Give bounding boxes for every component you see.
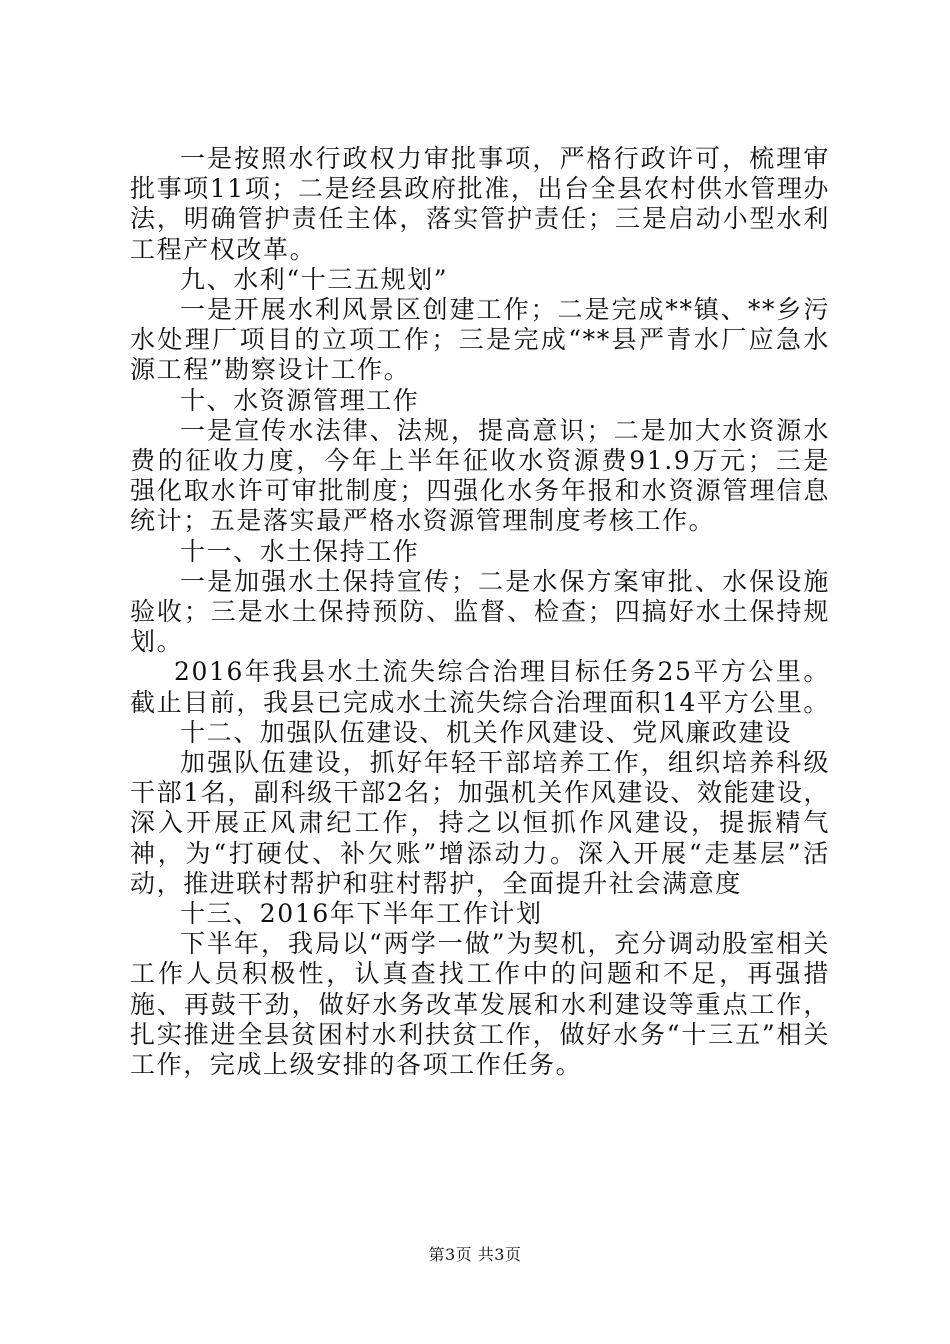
heading-section-12: 十二、加强队伍建设、机关作风建设、党风廉政建设 (180, 717, 792, 747)
heading-section-11: 十一、水土保持工作 (180, 536, 420, 566)
paragraph-section-10: 一是宣传水法律、法规，提高意识；二是加大水资源水费的征收力度，今年上半年征收水资源费91.9万元；三是强化取水许可审批制度；四强化水务年报和水资源管理信息统计；五是落实最严格水资源管理制度考核工作。 (130, 415, 830, 536)
heading-section-9: 九、水利“十三五规划” (180, 264, 449, 294)
heading-section-10: 十、水资源管理工作 (180, 385, 420, 415)
page-indicator: 第3页 共3页 (428, 1245, 522, 1264)
paragraph-approval-items: 一是按照水行政权力审批事项，严格行政许可，梳理审批事项11项；二是经县政府批准，出台全县农村供水管理办法，明确管护责任主体，落实管护责任；三是启动小型水利工程产权改革。 (130, 144, 831, 264)
page-footer (0, 1245, 950, 1265)
paragraph-section-11: 一是加强水土保持宣传；二是水保方案审批、水保设施验收；三是水土保持预防、监督、检查；四搞好水土保持规划。 (130, 566, 830, 657)
paragraph-section-12: 加强队伍建设，抓好年轻干部培养工作，组织培养科级干部1名，副科级干部2名；加强机关作风建设、效能建设，深入开展正风肃纪工作，持之以恒抓作风建设，提振精气神，为“打硬仗、补欠账”增添动力。深入开展“走基层”活动，推进联村帮护和驻村帮护，全面提升社会满意度 (130, 748, 831, 898)
document-body (130, 144, 830, 1080)
heading-section-13: 十三、2016年下半年工作计划 (180, 899, 543, 929)
paragraph-soil-erosion-target: 2016年我县水土流失综合治理目标任务25平方公里。截止目前，我县已完成水土流失综合治理面积14平方公里。 (130, 657, 831, 717)
paragraph-section-9: 一是开展水利风景区创建工作；二是完成**镇、**乡污水处理厂项目的立项工作；三是完成“**县严青水厂应急水源工程”勘察设计工作。 (130, 295, 830, 385)
paragraph-section-13: 下半年，我局以“两学一做”为契机，充分调动股室相关工作人员积极性，认真查找工作中的问题和不足，再强措施、再鼓干劲，做好水务改革发展和水利建设等重点工作，扎实推进全县贫困村水利扶贫工作，做好水务“十三五”相关工作，完成上级安排的各项工作任务。 (130, 929, 830, 1080)
